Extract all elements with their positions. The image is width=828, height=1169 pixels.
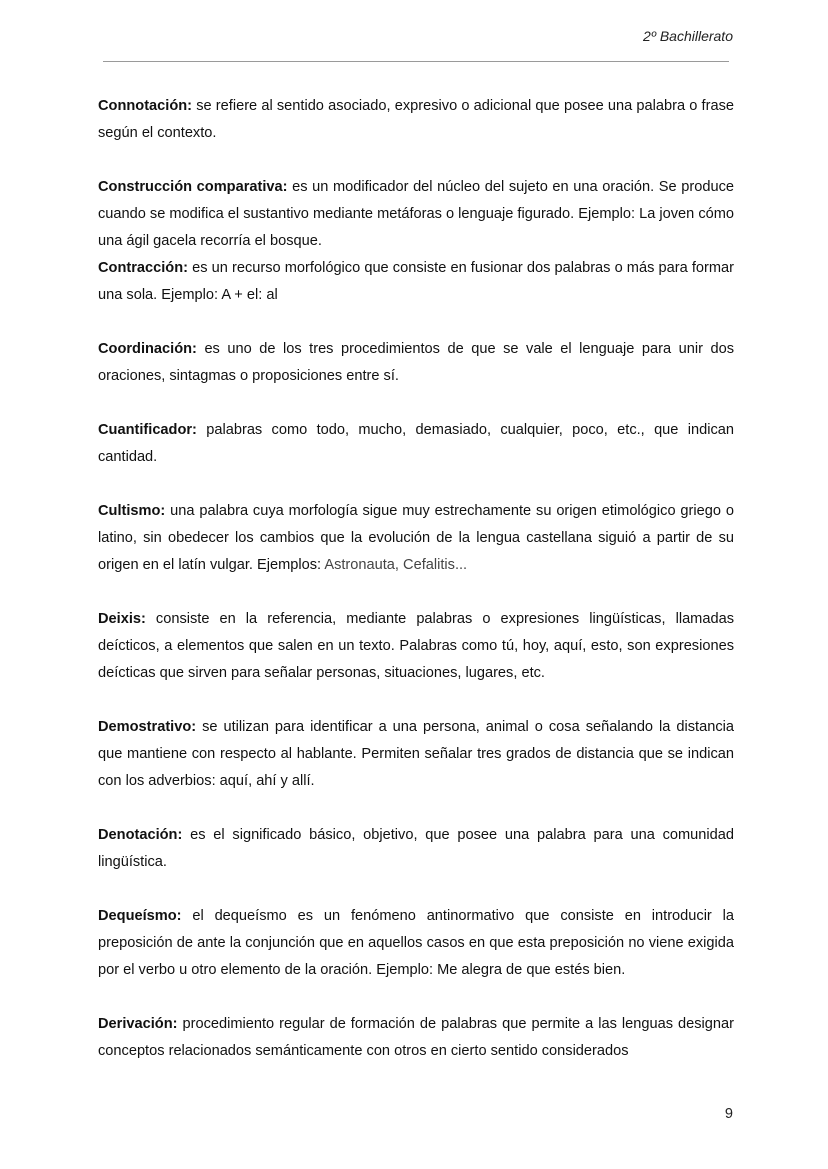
entry-definition: una palabra cuya morfología sigue muy estrechamente su origen etimológico griego o latino, sin obedecer los cambios que la evolución de la lengua castellana siguió a partir de su origen en el latín vulgar. Ejemplos:	[98, 503, 734, 573]
entry-definition: palabras como todo, mucho, demasiado, cualquier, poco, etc., que indican cantidad.	[98, 422, 734, 465]
entry-term: Derivación:	[98, 1016, 178, 1032]
entry-definition: es uno de los tres procedimientos de que se vale el lenguaje para unir dos oraciones, sintagmas o proposiciones entre sí.	[98, 341, 734, 384]
entry-definition: es un recurso morfológico que consiste en fusionar dos palabras o más para formar una sola. Ejemplo: A + el: al	[98, 260, 734, 303]
glossary-content	[98, 93, 734, 1065]
glossary-entry-deixis	[98, 606, 734, 687]
entry-term: Dequeísmo:	[98, 908, 182, 924]
entry-definition: es el significado básico, objetivo, que posee una palabra para una comunidad lingüística.	[98, 827, 734, 870]
entry-term: Denotación:	[98, 827, 183, 843]
entry-term: Construcción comparativa:	[98, 179, 288, 195]
entry-term: Deixis:	[98, 611, 146, 627]
entry-term: Cultismo:	[98, 503, 166, 519]
header-divider	[103, 61, 729, 62]
page-number: 9	[724, 1106, 733, 1122]
entry-term: Coordinación:	[98, 341, 197, 357]
entry-definition: consiste en la referencia, mediante palabras o expresiones lingüísticas, llamadas deícticos, a elementos que salen en un texto. Palabras como tú, hoy, aquí, esto, son expresiones deícticas que sirven para señalar personas, situaciones, lugares, etc.	[98, 611, 734, 681]
entry-definition: el dequeísmo es un fenómeno antinormativo que consiste en introducir la preposición de ante la conjunción que en aquellos casos en que esta preposición no viene exigida por el verbo u otro elemento de la oración. Ejemplo: Me alegra de que estés bien.	[98, 908, 734, 978]
entry-example: Astronauta, Cefalitis...	[324, 557, 468, 573]
entry-definition: se utilizan para identificar a una persona, animal o cosa señalando la distancia que mantiene con respecto al hablante. Permiten señalar tres grados de distancia que se indican con los adverbios: aquí, ahí y allí.	[98, 719, 734, 789]
glossary-entry-demostrativo	[98, 714, 734, 795]
entry-term: Demostrativo:	[98, 719, 197, 735]
page-header-course: 2º Bachillerato	[643, 28, 733, 44]
entry-term: Contracción:	[98, 260, 188, 276]
glossary-entry-construccion-comparativa	[98, 174, 734, 255]
entry-term: Cuantificador:	[98, 422, 197, 438]
entry-definition: es un modificador del núcleo del sujeto en una oración. Se produce cuando se modifica el sustantivo mediante metáforas o lenguaje figurado. Ejemplo: La joven cómo una ágil gacela recorría el bosque.	[98, 179, 735, 249]
glossary-entry-dequeismo	[98, 903, 734, 984]
entry-term: Connotación:	[98, 98, 193, 114]
glossary-entry-derivacion	[98, 1011, 734, 1065]
glossary-entry-connotacion	[98, 93, 734, 147]
glossary-entry-cuantificador	[98, 417, 734, 471]
entry-definition: procedimiento regular de formación de palabras que permite a las lenguas designar conceptos relacionados semánticamente con otros en cierto sentido considerados	[98, 1016, 734, 1059]
glossary-entry-denotacion	[98, 822, 734, 876]
glossary-entry-cultismo	[98, 498, 734, 579]
glossary-entry-contraccion	[98, 255, 734, 309]
glossary-entry-coordinacion	[98, 336, 734, 390]
entry-definition: se refiere al sentido asociado, expresivo o adicional que posee una palabra o frase según el contexto.	[98, 98, 734, 141]
